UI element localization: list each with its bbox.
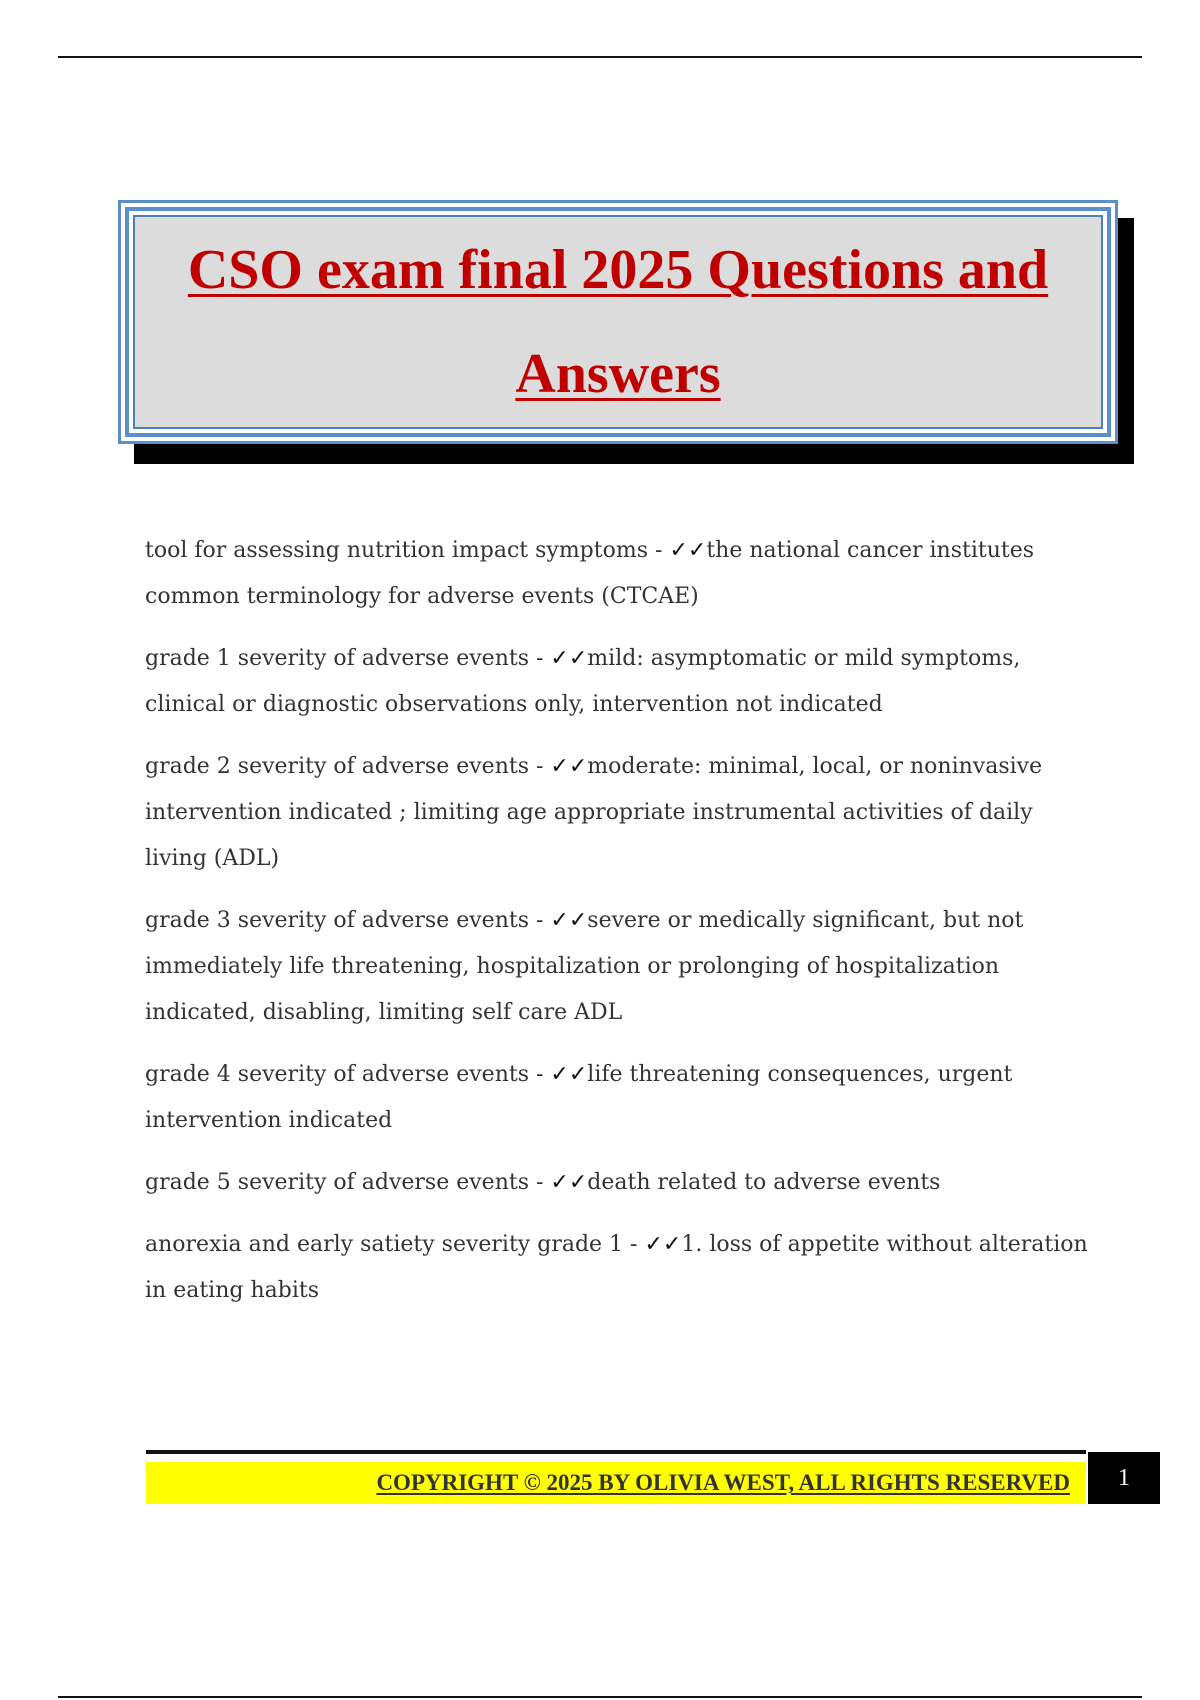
page-number: 1 <box>1088 1452 1160 1504</box>
qa-question: grade 1 severity of adverse events - <box>145 646 551 671</box>
footer-rule <box>146 1450 1086 1454</box>
qa-item <box>145 744 1095 882</box>
qa-question: grade 3 severity of adverse events - <box>145 908 551 933</box>
qa-question: grade 5 severity of adverse events - <box>145 1170 551 1195</box>
qa-answer: life threatening consequences, urgent intervention indicated <box>145 1062 1013 1133</box>
qa-question: grade 4 severity of adverse events - <box>145 1062 551 1087</box>
qa-question: anorexia and early satiety severity grade 1 - <box>145 1232 645 1257</box>
document-title-line-2: Answers <box>515 343 721 405</box>
double-check-icon: ✓✓ <box>669 538 707 563</box>
double-check-icon: ✓✓ <box>550 646 588 671</box>
bottom-rule <box>58 1696 1142 1698</box>
double-check-icon: ✓✓ <box>644 1232 682 1257</box>
qa-answer: death related to adverse events <box>587 1170 941 1195</box>
qa-answer: the national cancer institutes common terminology for adverse events (CTCAE) <box>145 538 1035 609</box>
document-title-line-1: CSO exam final 2025 Questions and <box>187 239 1049 301</box>
top-rule <box>58 56 1142 58</box>
qa-answer: severe or medically significant, but not immediately life threatening, hospitalization or prolonging of hospitalization indicated, disabling, limiting self care ADL <box>145 908 1024 1025</box>
qa-item <box>145 1160 1095 1206</box>
footer-band <box>146 1462 1086 1504</box>
qa-item <box>145 898 1095 1036</box>
copyright-notice: COPYRIGHT © 2025 BY OLIVIA WEST, ALL RIGHTS RESERVED <box>376 1470 1070 1495</box>
title-box-inner <box>133 215 1103 429</box>
qa-list <box>145 528 1095 1330</box>
double-check-icon: ✓✓ <box>550 908 588 933</box>
qa-answer: mild: asymptomatic or mild symptoms, clinical or diagnostic observations only, intervention not indicated <box>145 646 1021 717</box>
qa-item <box>145 1052 1095 1144</box>
qa-item <box>145 1222 1095 1314</box>
title-box-frame <box>125 207 1111 437</box>
double-check-icon: ✓✓ <box>550 754 588 779</box>
qa-question: grade 2 severity of adverse events - <box>145 754 551 779</box>
qa-question: tool for assessing nutrition impact symptoms - <box>145 538 670 563</box>
qa-answer: 1. loss of appetite without alteration in eating habits <box>145 1232 1088 1303</box>
qa-item <box>145 528 1095 620</box>
double-check-icon: ✓✓ <box>550 1170 588 1195</box>
double-check-icon: ✓✓ <box>550 1062 588 1087</box>
qa-item <box>145 636 1095 728</box>
qa-answer: moderate: minimal, local, or noninvasive intervention indicated ; limiting age appropriate instrumental activities of daily living (ADL) <box>145 754 1043 871</box>
title-box <box>118 200 1118 444</box>
